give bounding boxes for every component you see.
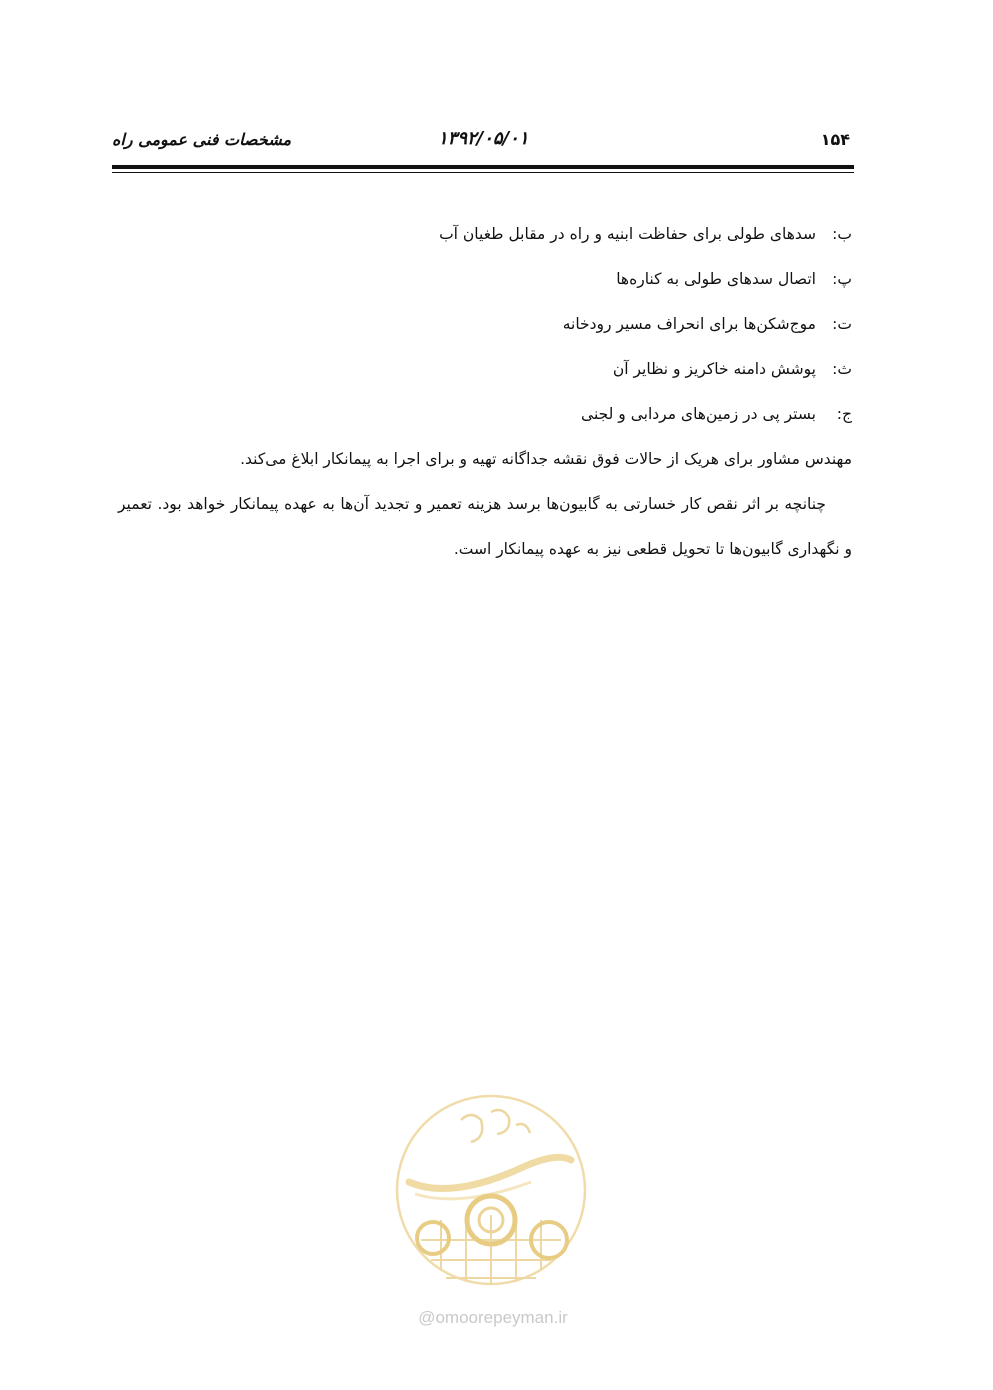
body-text	[118, 212, 852, 572]
paragraph: مهندس مشاور برای هریک از حالات فوق نقشه جداگانه تهیه و برای اجرا به پیمانکار ابلاغ می‌کند.	[240, 450, 852, 468]
list-item	[118, 212, 852, 257]
header-rule-thin	[112, 172, 854, 173]
list-item	[118, 257, 852, 302]
list-item	[118, 392, 852, 437]
list-item-text: اتصال سدهای طولی به کناره‌ها	[616, 270, 816, 288]
list-marker: ث:	[832, 360, 852, 378]
list-marker: ج:	[836, 405, 852, 423]
paragraph: چنانچه بر اثر نقص کار خسارتی به گابیون‌ها برسد هزینه تعمیر و تجدید آن‌ها به عهده پیمانکار خواهد بود. تعمیر و نگهداری گابیون‌ها تا تحویل قطعی نیز به عهده پیمانکار است.	[118, 495, 852, 558]
page-header	[112, 128, 854, 158]
list-item-text: بستر پی در زمین‌های مردابی و لجنی	[581, 405, 816, 423]
list-item-text: پوشش دامنه خاکریز و نظایر آن	[612, 360, 816, 378]
header-rule-thick	[112, 165, 854, 169]
document-title: مشخصات فنی عمومی راه	[112, 130, 292, 149]
document-date: ۱۳۹۲/۰۵/۰۱	[438, 128, 529, 149]
list-item	[118, 347, 852, 392]
list-marker: پ:	[832, 270, 852, 288]
list-marker: ت:	[832, 315, 852, 333]
list-marker: ب:	[832, 225, 852, 243]
page-number: ۱۵۴	[820, 130, 850, 149]
watermark-url: @omoorepeyman.ir	[418, 1308, 568, 1327]
list-item	[118, 302, 852, 347]
list-item-text: سدهای طولی برای حفاظت ابنیه و راه در مقابل طغیان آب	[439, 225, 816, 243]
list-item-text: موج‌شکن‌ها برای انحراف مسیر رودخانه	[562, 315, 816, 333]
watermark-logo	[391, 1090, 591, 1290]
